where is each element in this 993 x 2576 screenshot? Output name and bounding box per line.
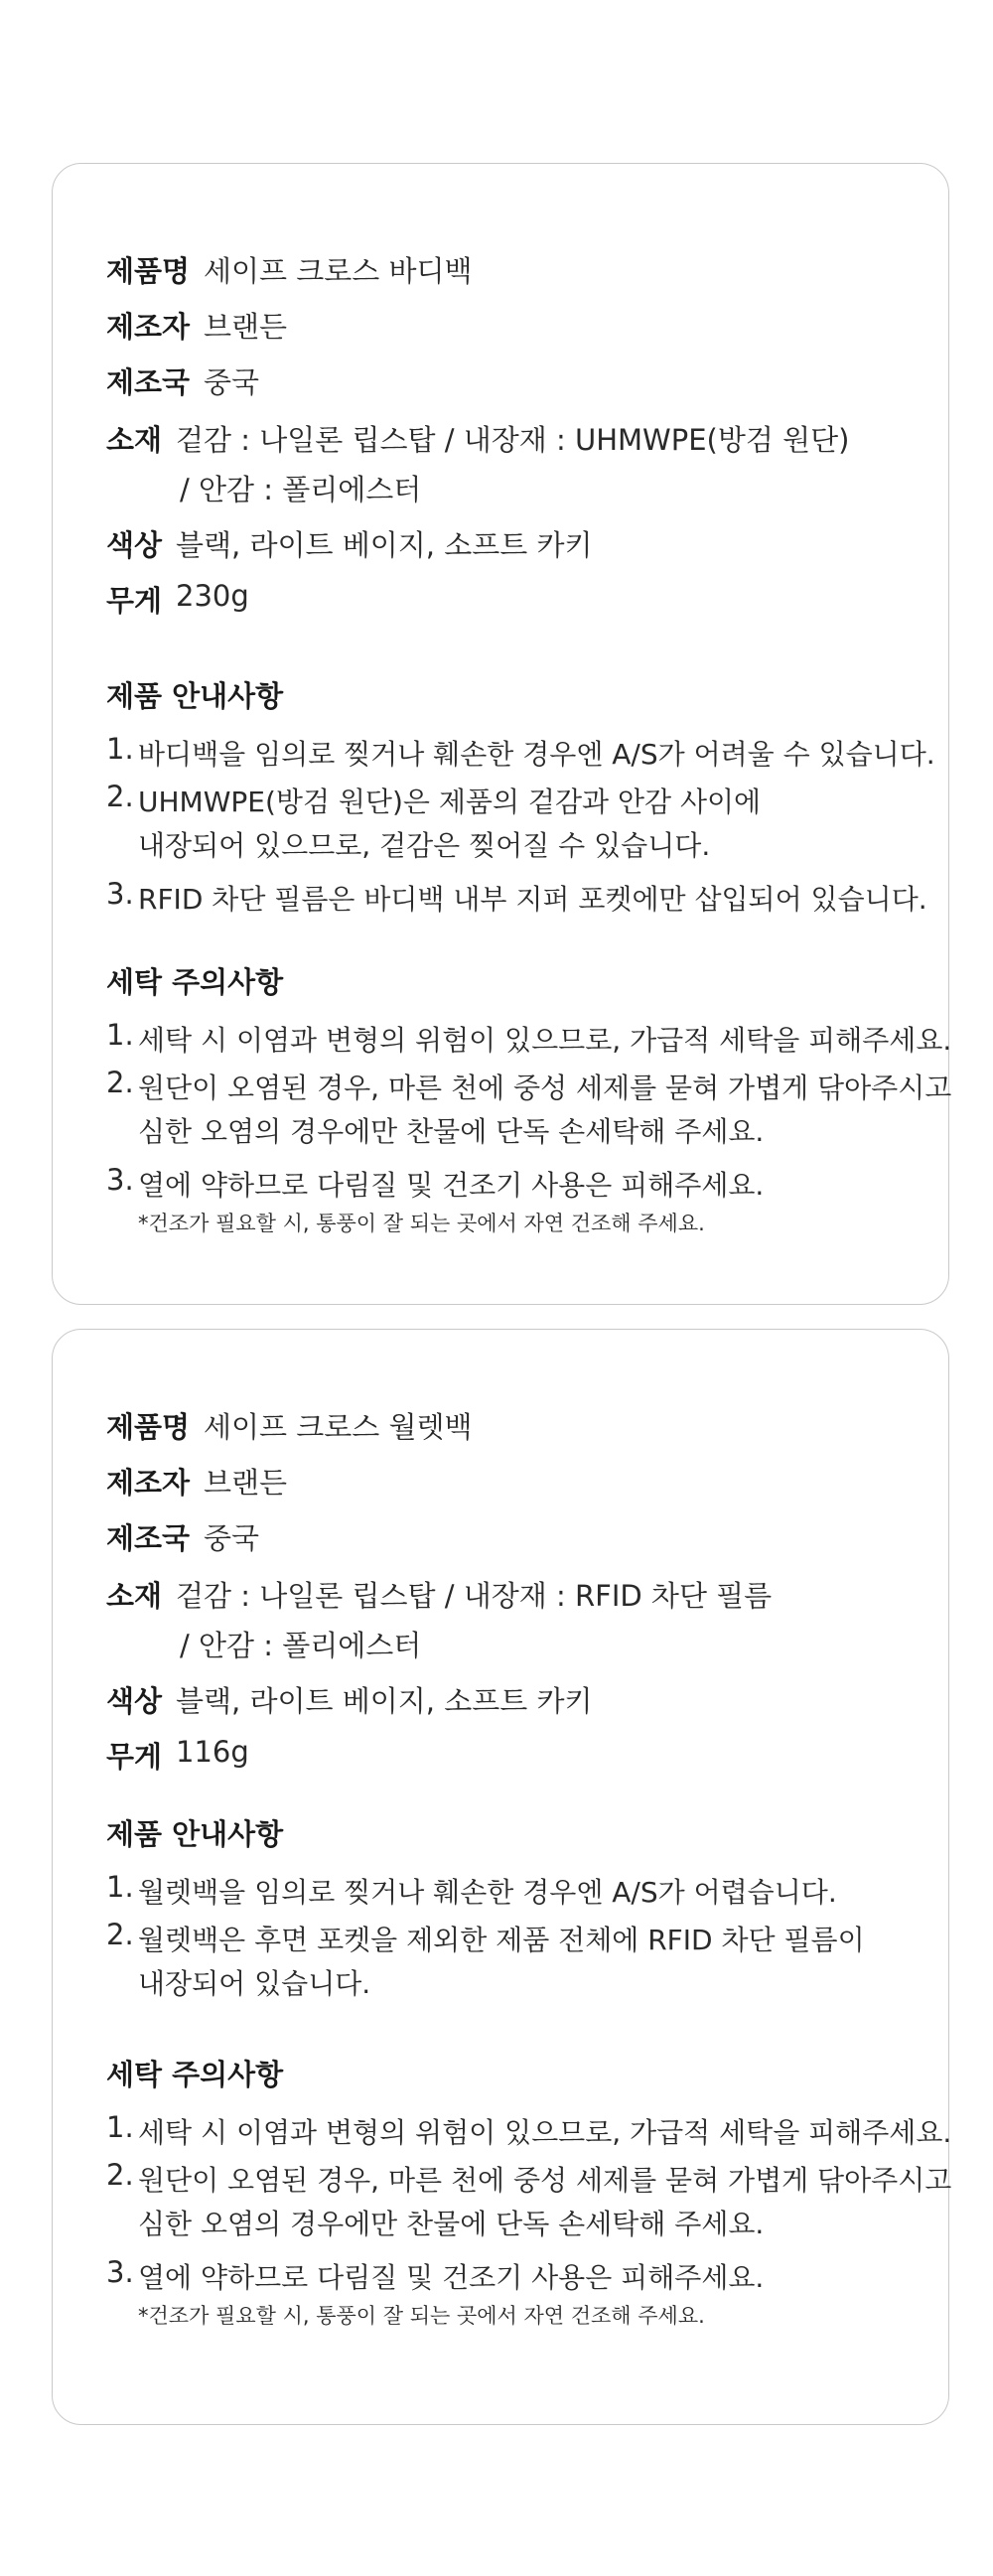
spec-key-name: 제품명: [106, 254, 191, 288]
spec-value-material: 겉감 : 나일론 립스탑 / 내장재 : UHMWPE(방검 원단): [176, 423, 850, 457]
spec-key-country: 제조국: [106, 365, 191, 399]
care-item-text: 세탁 시 이염과 변형의 위험이 있으므로, 가급적 세탁을 피해주세요.: [138, 2116, 952, 2149]
guide-item-text: RFID 차단 필름은 바디백 내부 지퍼 포켓에만 삽입되어 있습니다.: [138, 883, 927, 916]
guide-item-number: 3.: [106, 877, 134, 911]
care-item-text: 세탁 시 이염과 변형의 위험이 있으므로, 가급적 세탁을 피해주세요.: [138, 1024, 952, 1057]
care-item-text-line2: 심한 오염의 경우에만 찬물에 단독 손세탁해 주세요.: [138, 2208, 765, 2240]
care-note: *건조가 필요할 시, 통풍이 잘 되는 곳에서 자연 건조해 주세요.: [138, 1212, 705, 1235]
care-item-number: 3.: [106, 2255, 134, 2289]
spec-key-color: 색상: [106, 528, 163, 562]
spec-value-material-line2: / 안감 : 폴리에스터: [180, 1629, 422, 1662]
care-item-text: 열에 약하므로 다림질 및 건조기 사용은 피해주세요.: [138, 2261, 765, 2294]
spec-key-color: 색상: [106, 1684, 163, 1718]
care-item-number: 2.: [106, 1066, 134, 1099]
guide-item-text-line2: 내장되어 있으므로, 겉감은 찢어질 수 있습니다.: [138, 829, 711, 862]
spec-key-weight: 무게: [106, 1740, 163, 1774]
guide-item-text-line2: 내장되어 있습니다.: [138, 1967, 371, 2000]
spec-value-color: 블랙, 라이트 베이지, 소프트 카키: [176, 528, 593, 562]
care-item-number: 2.: [106, 2158, 134, 2192]
spec-value-material-line2: / 안감 : 폴리에스터: [180, 473, 422, 506]
spec-key-maker: 제조자: [106, 1466, 191, 1500]
spec-key-name: 제품명: [106, 1410, 191, 1444]
guide-title: 제품 안내사항: [106, 1817, 284, 1851]
spec-value-weight: 230g: [176, 579, 249, 613]
spec-value-weight: 116g: [176, 1735, 249, 1769]
care-item-text: 원단이 오염된 경우, 마른 천에 중성 세제를 묻혀 가볍게 닦아주시고: [138, 2164, 952, 2197]
spec-value-name: 세이프 크로스 월렛백: [204, 1410, 473, 1444]
care-title: 세탁 주의사항: [106, 965, 284, 999]
guide-item-number: 1.: [106, 732, 134, 766]
care-item-text-line2: 심한 오염의 경우에만 찬물에 단독 손세탁해 주세요.: [138, 1115, 765, 1148]
spec-value-maker: 브랜든: [204, 310, 288, 344]
guide-item-number: 2.: [106, 780, 134, 813]
spec-key-country: 제조국: [106, 1521, 191, 1555]
spec-value-material: 겉감 : 나일론 립스탑 / 내장재 : RFID 차단 필름: [176, 1579, 773, 1613]
guide-item-number: 2.: [106, 1918, 134, 1951]
guide-item-text: UHMWPE(방검 원단)은 제품의 겉감과 안감 사이에: [138, 786, 762, 818]
guide-item-text: 바디백을 임의로 찢거나 훼손한 경우엔 A/S가 어려울 수 있습니다.: [138, 738, 935, 771]
guide-item-text: 월렛백은 후면 포켓을 제외한 제품 전체에 RFID 차단 필름이: [138, 1924, 865, 1956]
care-item-number: 3.: [106, 1163, 134, 1197]
product-info-card-walletbag: [52, 1329, 952, 2425]
care-item-number: 1.: [106, 2110, 134, 2144]
guide-item-text: 월렛백을 임의로 찢거나 훼손한 경우엔 A/S가 어렵습니다.: [138, 1876, 837, 1909]
care-note: *건조가 필요할 시, 통풍이 잘 되는 곳에서 자연 건조해 주세요.: [138, 2304, 705, 2328]
care-title: 세탁 주의사항: [106, 2058, 284, 2091]
spec-key-weight: 무게: [106, 584, 163, 618]
guide-title: 제품 안내사항: [106, 679, 284, 713]
care-item-number: 1.: [106, 1018, 134, 1052]
care-item-text: 열에 약하므로 다림질 및 건조기 사용은 피해주세요.: [138, 1169, 765, 1202]
spec-value-country: 중국: [204, 1521, 260, 1555]
spec-key-maker: 제조자: [106, 310, 191, 344]
spec-value-country: 중국: [204, 365, 260, 399]
spec-value-maker: 브랜든: [204, 1466, 288, 1500]
guide-item-number: 1.: [106, 1870, 134, 1904]
spec-key-material: 소재: [106, 1579, 163, 1613]
care-item-text: 원단이 오염된 경우, 마른 천에 중성 세제를 묻혀 가볍게 닦아주시고: [138, 1072, 952, 1104]
spec-value-name: 세이프 크로스 바디백: [204, 254, 473, 288]
product-info-card-bodybag: [52, 163, 952, 1305]
spec-value-color: 블랙, 라이트 베이지, 소프트 카키: [176, 1684, 593, 1718]
spec-key-material: 소재: [106, 423, 163, 457]
